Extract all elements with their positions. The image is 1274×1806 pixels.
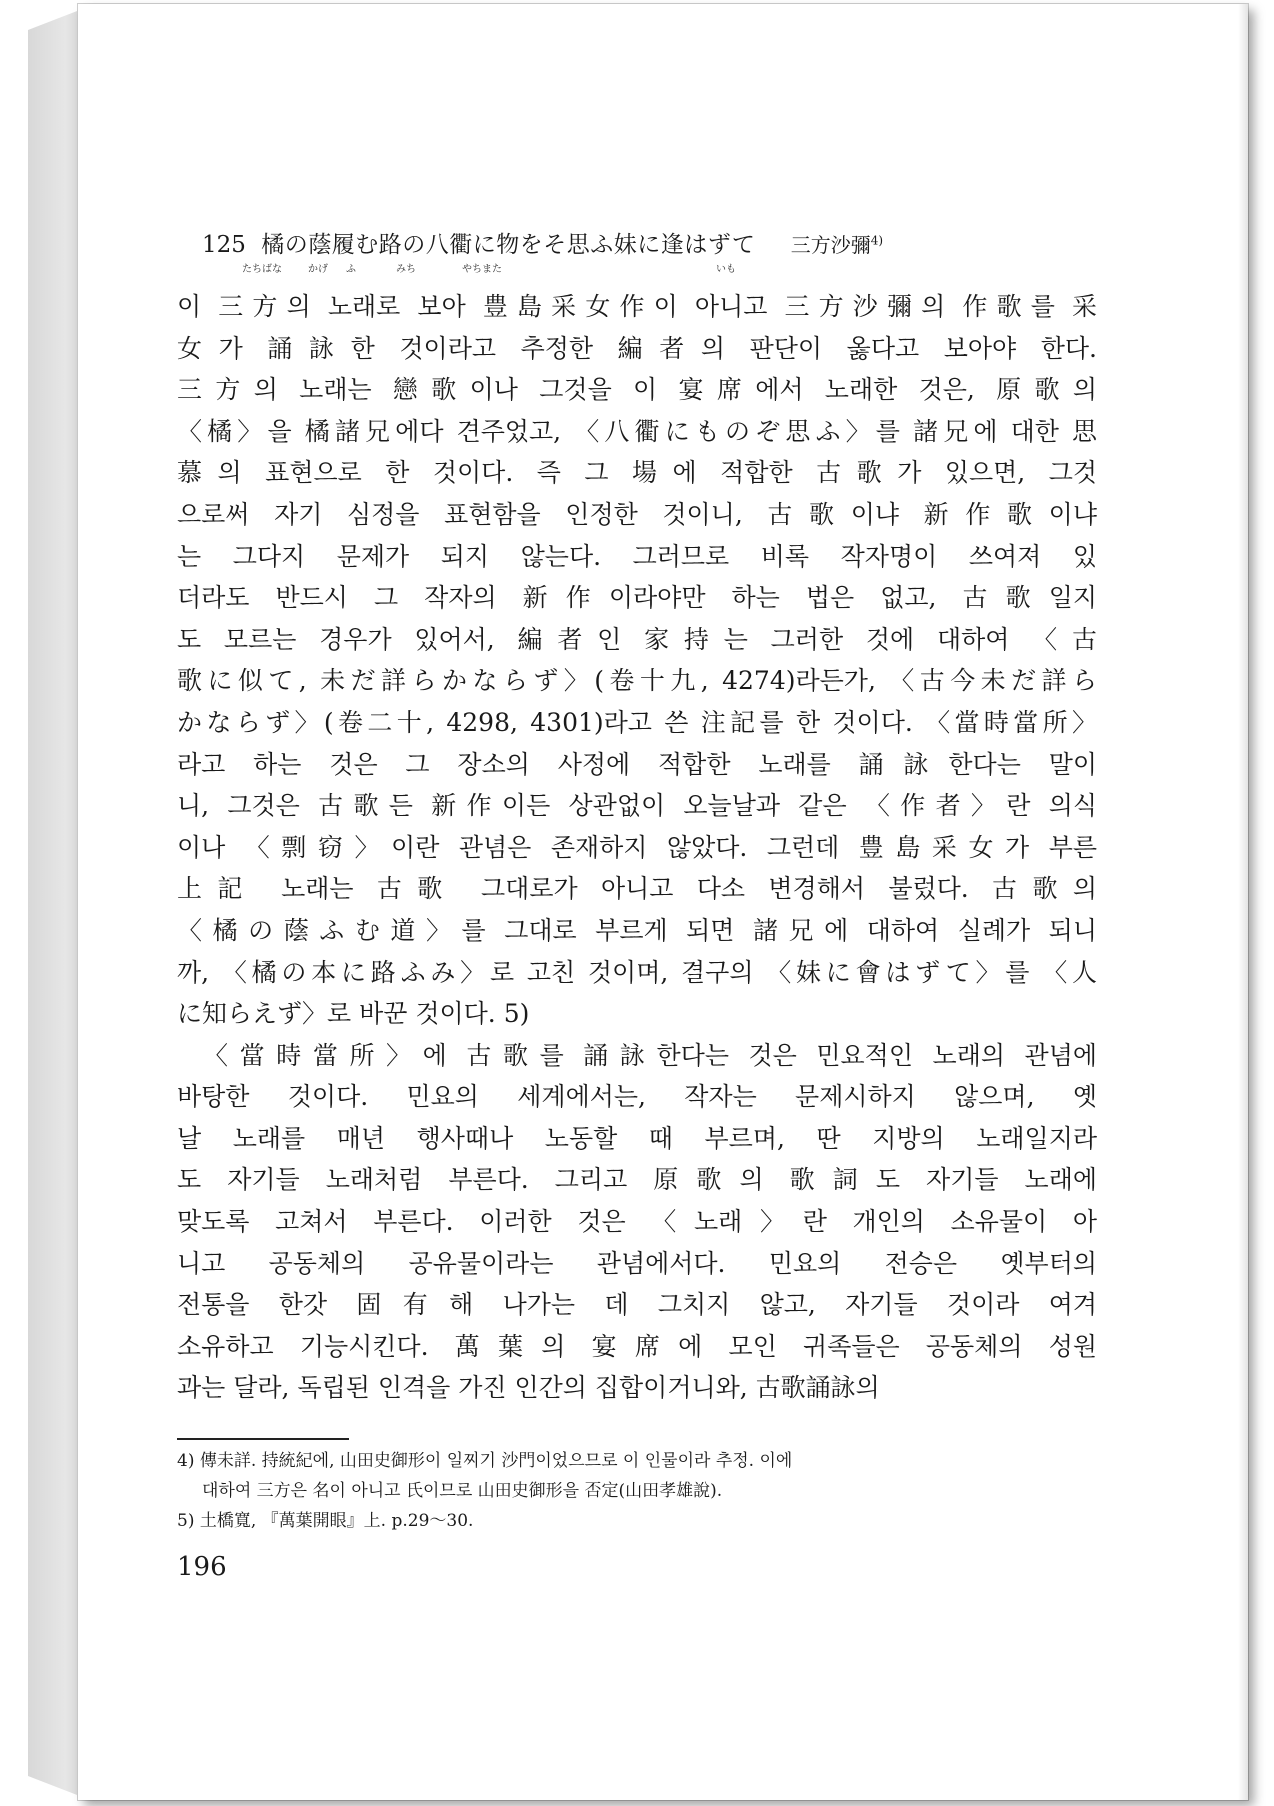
text-line: 으로써 자기 심정을 표현함을 인정한 것이니, 古歌이냐 新作歌이냐 [177, 499, 1097, 529]
text-line: 도 모르는 경우가 있어서, 編者인 家持는 그러한 것에 대하여 〈古 [177, 624, 1097, 654]
text-line: 이 三方의 노래로 보아 豊島采女作이 아니고 三方沙彌의 作歌를 采 [177, 292, 1097, 321]
poem-header [202, 226, 1002, 259]
ruby-2: かげ [308, 264, 328, 275]
ruby-3: ふ [346, 264, 356, 275]
poem-author [791, 233, 883, 257]
page-edge [1238, 4, 1248, 1800]
text-line: 맞도록 고쳐서 부른다. 이러한 것은 〈노래〉란 개인의 소유물이 아 [177, 1207, 1097, 1237]
text-line: 도 자기들 노래처럼 부른다. 그리고 原歌의 歌詞도 자기들 노래에 [177, 1165, 1097, 1195]
text-line: 〈當時當所〉에 古歌를 誦詠한다는 것은 민요적인 노래의 관념에 [203, 1040, 1097, 1070]
footnote-5: 5) 土橋寬, 『萬葉開眼』上. p.29～30. [177, 1511, 474, 1531]
text-line: 女가 誦詠한 것이라고 추정한 編者의 판단이 옳다고 보아야 한다. [177, 333, 1097, 363]
footnotes [177, 1446, 1097, 1536]
poem-number: 125 [202, 232, 246, 258]
text-line: 더라도 반드시 그 작자의 新作이라야만 하는 법은 없고, 古歌일지 [177, 583, 1097, 613]
text-line: かならず〉(卷二十, 4298, 4301)라고 쓴 注記를 한 것이다. 〈當時當所〉 [177, 707, 1097, 737]
main-text [177, 286, 1097, 1409]
text-line: 과는 달라, 독립된 인격을 가진 인간의 집합이거니와, 古歌誦詠의 [177, 1373, 880, 1403]
ruby-6: いも [716, 264, 736, 275]
text-line: 慕의 표현으로 한 것이다. 즉 그 場에 적합한 古歌가 있으면, 그것 [177, 458, 1097, 488]
text-line: 까, 〈橘の本に路ふみ〉로 고친 것이며, 결구의 〈妹に會はずて〉를 〈人 [177, 957, 1097, 987]
text-line: 바탕한 것이다. 민요의 세계에서는, 작자는 문제시하지 않으며, 옛 [177, 1082, 1097, 1112]
paragraph [177, 1035, 1097, 1409]
ruby-5: やちまた [462, 264, 502, 275]
text-line: 소유하고 기능시킨다. 萬葉의 宴席에 모인 귀족들은 공동체의 성원 [177, 1331, 1097, 1361]
text-line: 三方의 노래는 戀歌이나 그것을 이 宴席에서 노래한 것은, 原歌의 [177, 375, 1097, 405]
text-line: 는 그다지 문제가 되지 않는다. 그러므로 비록 작자명이 쓰여져 있 [177, 541, 1097, 571]
ruby-annotations [240, 260, 800, 274]
text-line: 니, 그것은 古歌든 新作이든 상관없이 오늘날과 같은 〈作者〉란 의식 [177, 791, 1097, 821]
footnote-4-line-2: 대하여 三方은 名이 아니고 氏이므로 山田史御形을 否定(山田孝雄說). [202, 1481, 723, 1501]
footnote-4-line-1: 4) 傳未詳. 持統紀에, 山田史御形이 일찌기 沙門이었으므로 이 인물이라 추정. 이에 [177, 1451, 793, 1471]
author-name: 三方沙彌 [790, 233, 871, 257]
ruby-1: たちばな [242, 264, 282, 275]
text-line: 전통을 한갓 固有해 나가는 데 그치지 않고, 자기들 것이라 여겨 [177, 1290, 1097, 1320]
text-line: 라고 하는 것은 그 장소의 사정에 적합한 노래를 誦詠한다는 말이 [177, 749, 1097, 779]
text-line: 날 노래를 매년 행사때나 노동할 때 부르며, 딴 지방의 노래일지라 [177, 1123, 1097, 1153]
page-number: 196 [177, 1552, 227, 1582]
text-line: 이나 〈剽窃〉이란 관념은 존재하지 않았다. 그런데 豊島采女가 부른 [177, 832, 1097, 862]
text-line: に知らえず〉로 바꾼 것이다. 5) [177, 999, 530, 1029]
text-line: 〈橘〉을 橘諸兄에다 견주었고, 〈八衢にものぞ思ふ〉를 諸兄에 대한 思 [177, 416, 1097, 446]
author-footnote-mark: 4) [870, 233, 884, 248]
text-line: 니고 공동체의 공유물이라는 관념에서다. 민요의 전승은 옛부터의 [177, 1248, 1097, 1278]
ruby-4: みち [396, 264, 416, 275]
text-line: 〈橘の蔭ふむ道〉를 그대로 부르게 되면 諸兄에 대하여 실례가 되니 [177, 915, 1097, 945]
paragraph [177, 286, 1097, 1035]
footnote-rule [177, 1438, 349, 1440]
poem-text: 橘の蔭履む路の八衢に物をそ思ふ妹に逢はずて [261, 232, 756, 258]
text-line: 歌に似て, 未だ詳らかならず〉(卷十九, 4274)라든가, 〈古今未だ詳ら [177, 666, 1097, 696]
text-line: 上記 노래는 古歌 그대로가 아니고 다소 변경해서 불렀다. 古歌의 [177, 874, 1097, 904]
